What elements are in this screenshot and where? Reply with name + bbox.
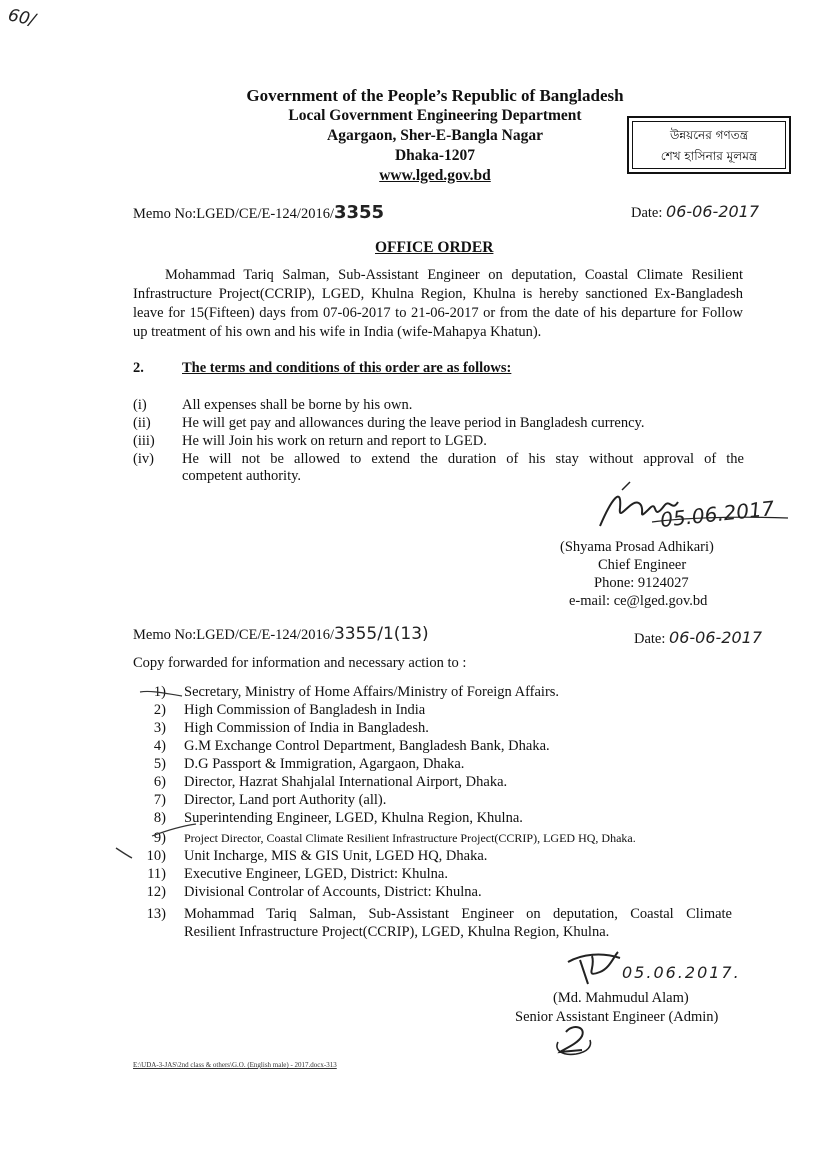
corner-handwritten-mark: 60/ (6, 5, 38, 31)
copy-list-item: Secretary, Ministry of Home Affairs/Ministry of Foreign Affairs. (184, 684, 560, 700)
header-address: Agargaon, Sher-E-Bangla Nagar (327, 127, 543, 144)
signatory-email: e-mail: ce@lged.gov.bd (569, 593, 708, 609)
header-website-link[interactable]: www.lged.gov.bd (379, 167, 491, 184)
copy-list-item: High Commission of Bangladesh in India (184, 702, 426, 718)
memo2-handwritten-number: 3355/1(13) (333, 624, 429, 644)
copy-forward-intro: Copy forwarded for information and necessary action to : (133, 655, 467, 671)
copy-list-number: 8) (153, 810, 166, 826)
signatory-title: Chief Engineer (598, 557, 687, 573)
slogan-inner-box (632, 121, 786, 169)
footer-file-path: E:\UDA-3-JAS\2nd class & others\G.O. (English male) - 2017.docx-313 (133, 1061, 337, 1069)
terms-number: 2. (133, 360, 144, 376)
terms-heading: The terms and conditions of this order are as follows: (182, 360, 512, 376)
copy-list-number: 1) (153, 684, 166, 700)
copy-list-item: D.G Passport & Immigration, Agargaon, Dhaka. (184, 756, 465, 772)
term-number: (iii) (133, 433, 155, 449)
memo-date-line (631, 202, 759, 222)
handwritten-initial-mark (552, 1022, 596, 1058)
term-text: He will Join his work on return and report to LGED. (182, 433, 487, 449)
term-number: (i) (133, 397, 147, 413)
copy-list-number: 9) (153, 830, 166, 846)
memo-number-line (133, 202, 384, 223)
copy-list-item-continuation: Resilient Infrastructure Project(CCRIP), LGED, Khulna Region, Khulna. (184, 924, 610, 940)
header-government: Government of the People’s Republic of Bangladesh (246, 86, 624, 105)
memo-handwritten-date: 06-06-2017 (666, 202, 760, 221)
memo-date-label: Date: (631, 205, 663, 221)
memo-handwritten-number: 3355 (333, 202, 385, 223)
copy-list-item: High Commission of India in Bangladesh. (184, 720, 429, 736)
copy-list-number: 4) (153, 738, 166, 754)
term-number: (iv) (133, 451, 154, 467)
header-department: Local Government Engineering Department (288, 107, 582, 124)
copy-list-number: 7) (153, 792, 166, 808)
term-number: (ii) (133, 415, 151, 431)
copy-list-number: 3) (153, 720, 166, 736)
office-order-title: OFFICE ORDER (375, 239, 494, 256)
memo2-prefix: Memo No:LGED/CE/E-124/2016/ (133, 627, 334, 643)
admin-signatory-name: (Md. Mahmudul Alam) (553, 990, 689, 1006)
slogan-box (627, 116, 791, 174)
copy-list-item: Director, Land port Authority (all). (184, 792, 387, 808)
copy-list-item: Project Director, Coastal Climate Resilient Infrastructure Project(CCRIP), LGED HQ, Dhaka. (184, 831, 636, 845)
admin-signature-date: 05.06.2017. (622, 963, 741, 982)
copy-list-number: 11) (147, 866, 166, 882)
memo2-date-label: Date: (634, 631, 666, 647)
slogan-line-1: উন্নয়নের গণতন্ত্র (669, 128, 749, 142)
term-text-continuation: competent authority. (182, 468, 302, 484)
term-text: All expenses shall be borne by his own. (182, 397, 413, 413)
memo2-date-line (634, 628, 762, 648)
copy-list-item: Director, Hazrat Shahjalal International Airport, Dhaka. (184, 774, 508, 790)
signatory-name: (Shyama Prosad Adhikari) (560, 539, 714, 555)
memo2-number-line (133, 624, 429, 644)
copy-list-number: 5) (153, 756, 166, 772)
copy-list-item: Executive Engineer, LGED, District: Khulna. (184, 866, 448, 882)
handwritten-list-marks (112, 676, 202, 866)
copy-list-item: Divisional Controlar of Accounts, District: Khulna. (184, 884, 482, 900)
copy-list-item: Unit Incharge, MIS & GIS Unit, LGED HQ, Dhaka. (184, 848, 488, 864)
term-text: He will get pay and allowances during the leave period in Bangladesh currency. (182, 415, 645, 431)
copy-list-item: Mohammad Tariq Salman, Sub-Assistant Engineer on deputation, Coastal Climate (184, 906, 732, 922)
chief-engineer-signature-date: 05.06.2017 (659, 496, 776, 532)
copy-list-number: 6) (153, 774, 166, 790)
copy-list-number: 2) (153, 702, 166, 718)
order-body-paragraph: Mohammad Tariq Salman, Sub-Assistant Engineer on deputation, Coastal Climate Resilient Infrastructure Project(CCRIP), LGED, Khulna Region, Khulna is hereby sanctioned Ex-Bangladesh leave for 15(Fifteen) days from 07-06-2017 to 21-06-2017 or from the date of his departure for Follow up treatment of his own and his wife in India (wife-Mahapya Khatun). (133, 267, 743, 340)
copy-list-item: Superintending Engineer, LGED, Khulna Region, Khulna. (184, 810, 523, 826)
term-text: He will not be allowed to extend the duration of his stay without approval of the (182, 451, 744, 467)
header-city: Dhaka-1207 (394, 147, 476, 164)
signatory-phone: Phone: 9124027 (594, 575, 689, 591)
slogan-line-2: শেখ হাসিনার মূলমন্ত্র (660, 149, 758, 163)
admin-signatory-title: Senior Assistant Engineer (Admin) (515, 1009, 719, 1025)
memo2-handwritten-date: 06-06-2017 (669, 628, 763, 647)
memo-prefix: Memo No:LGED/CE/E-124/2016/ (133, 206, 334, 222)
copy-list-number: 10) (146, 848, 166, 864)
copy-list-number: 13) (146, 906, 166, 922)
copy-list-item: G.M Exchange Control Department, Bangladesh Bank, Dhaka. (184, 738, 550, 754)
copy-list-number: 12) (146, 884, 166, 900)
